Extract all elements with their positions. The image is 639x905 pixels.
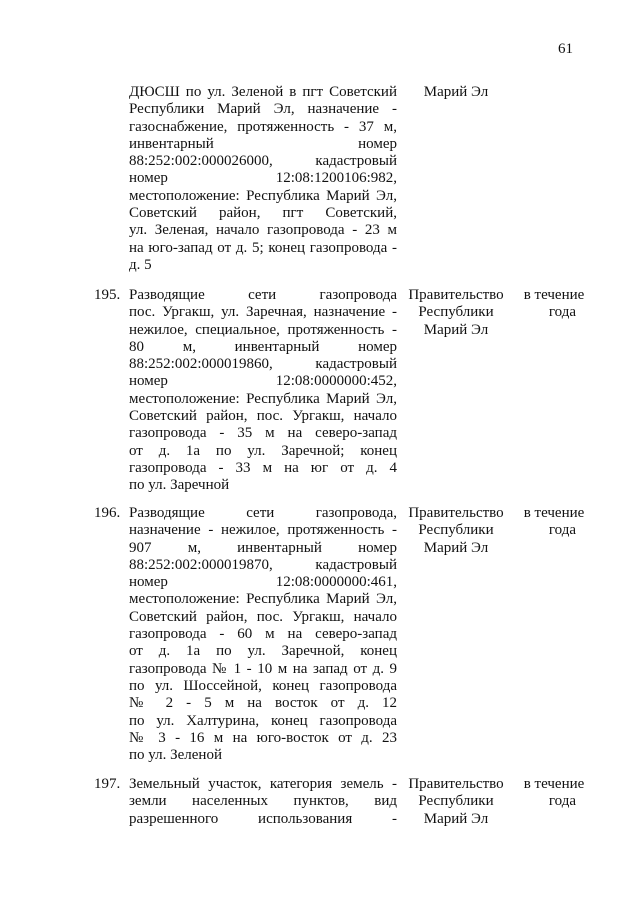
description-line: на юго-запад от д. 5; конец газопровода - (129, 239, 397, 256)
responsible-line: Республики (418, 522, 494, 539)
description-line: ДЮСШ по ул. Зеленой в пгт Советский (129, 84, 397, 100)
description-line: 907 м, инвентарный номер (129, 539, 397, 556)
description-line: инвентарный номер (129, 135, 397, 152)
description-line: назначение - нежилое, протяженность - (129, 522, 397, 539)
description-line: № 3 - 16 м на юго-восток от д. 23 (129, 729, 397, 746)
description-line: нежилое, специальное, протяженность - (129, 321, 397, 338)
description-line: 88:252:002:000019860, кадастровый (129, 356, 397, 373)
description-line: земли населенных пунктов, вид (129, 793, 397, 810)
description-line: газопровода - 33 м на юг от д. 4 (129, 459, 397, 476)
object-description (129, 84, 397, 274)
description-line: Разводящие сети газопровода (129, 287, 397, 303)
description-line: 88:252:002:000019870, кадастровый (129, 556, 397, 573)
description-line: номер 12:08:0000000:461, (129, 574, 397, 591)
responsible-line: Марий Эл (423, 810, 489, 827)
object-description (129, 287, 397, 495)
description-line: газопровода - 60 м на северо-запад (129, 626, 397, 643)
responsible-line: Республики (418, 304, 494, 321)
description-line: от д. 1а по ул. Заречной; конец (129, 442, 397, 459)
responsible-body (401, 505, 511, 557)
row-number: 197. (94, 776, 121, 792)
description-line: Земельный участок, категория земель - (129, 776, 397, 792)
description-line: пос. Ургакш, ул. Заречная, назначение - (129, 304, 397, 321)
description-line: 80 м, инвентарный номер (129, 338, 397, 355)
description-line: газопровода - 35 м на северо-запад (129, 425, 397, 442)
description-line: д. 5 (129, 256, 152, 273)
description-line: Республики Марий Эл, назначение - (129, 101, 397, 118)
description-line: газопровода № 1 - 10 м на запад от д. 9 (129, 660, 397, 677)
description-line: по ул. Заречной (129, 477, 230, 494)
responsible-body (401, 84, 511, 101)
description-line: местоположение: Республика Марий Эл, (129, 390, 397, 407)
description-line: номер 12:08:0000000:452, (129, 373, 397, 390)
responsible-body (401, 776, 511, 828)
description-line: Советский район, пгт Советский, (129, 205, 397, 222)
description-line: от д. 1а по ул. Заречной, конец (129, 643, 397, 660)
description-line: газоснабжение, протяженность - 37 м, (129, 118, 397, 135)
description-line: ул. Зеленая, начало газопровода - 23 м (129, 222, 397, 239)
deadline (514, 287, 594, 322)
deadline-line: в течение (523, 287, 585, 303)
description-line: по ул. Шоссейной, конец газопровода (129, 677, 397, 694)
object-description (129, 776, 397, 828)
deadline-line: года (548, 793, 576, 810)
deadline-line: года (548, 522, 576, 539)
description-line: Разводящие сети газопровода, (129, 505, 397, 521)
responsible-line: Марий Эл (423, 321, 489, 338)
deadline (514, 505, 594, 540)
deadline-line: в течение (523, 505, 585, 521)
responsible-body (401, 287, 511, 339)
description-line: местоположение: Республика Марий Эл, (129, 591, 397, 608)
responsible-line: Марий Эл (423, 539, 489, 556)
row-number: 196. (94, 505, 121, 521)
description-line: разрешенного использования - (129, 810, 397, 827)
responsible-line: Республики (418, 793, 494, 810)
description-line: местоположение: Республика Марий Эл, (129, 187, 397, 204)
responsible-line: Правительство (408, 776, 504, 792)
description-line: номер 12:08:1200106:982, (129, 170, 397, 187)
responsible-line: Правительство (408, 505, 504, 521)
page-number: 61 (558, 41, 573, 57)
object-description (129, 505, 397, 764)
description-line: по ул. Халтурина, конец газопровода (129, 712, 397, 729)
responsible-line: Правительство (408, 287, 504, 303)
description-line: Советский район, пос. Ургакш, начало (129, 608, 397, 625)
deadline-line: в течение (523, 776, 585, 792)
responsible-line: Марий Эл (423, 84, 489, 100)
description-line: Советский район, пос. Ургакш, начало (129, 408, 397, 425)
row-number: 195. (94, 287, 121, 303)
description-line: № 2 - 5 м на восток от д. 12 (129, 695, 397, 712)
description-line: 88:252:002:000026000, кадастровый (129, 153, 397, 170)
description-line: по ул. Зеленой (129, 747, 222, 764)
deadline-line: года (548, 304, 576, 321)
deadline (514, 776, 594, 811)
